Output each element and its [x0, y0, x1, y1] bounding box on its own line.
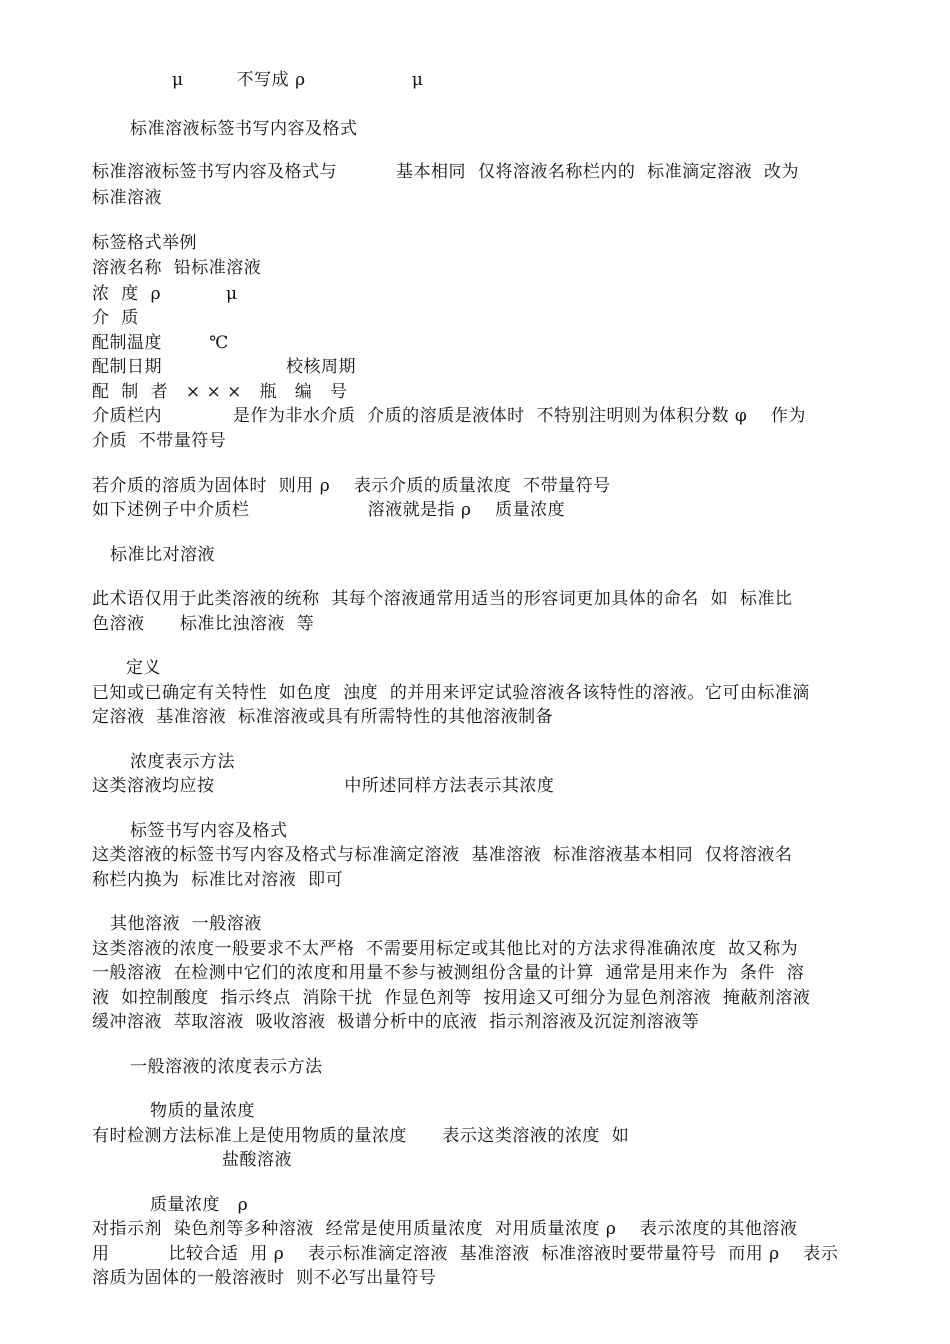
- text-line: 介质 不带量符号: [92, 431, 227, 451]
- text-line: 若介质的溶质为固体时 则用 ρ 表示介质的质量浓度 不带量符号: [92, 476, 611, 496]
- text-line: 已知或已确定有关特性 如色度 浊度 的并用来评定试验溶液各该特性的溶液。它可由标准滴: [92, 683, 810, 703]
- text-line: 有时检测方法标准上是使用物质的量浓度 表示这类溶液的浓度 如: [92, 1126, 630, 1146]
- label-line: 浓 度 ρ μ: [92, 284, 238, 304]
- label-line: 溶液名称 铅标准溶液: [92, 258, 262, 278]
- label-line: 配 制 者 × × × 瓶 编 号: [92, 382, 348, 402]
- subsection-heading: 一般溶液的浓度表示方法: [130, 1057, 323, 1077]
- text-line: 色溶液 标准比浊溶液 等: [92, 614, 315, 634]
- section-heading: 标准比对溶液: [110, 545, 215, 565]
- text-line: 一般溶液 在检测中它们的浓度和用量不参与被测组份含量的计算 通常是用来作为 条件 溶: [92, 963, 805, 983]
- text-line: 缓冲溶液 萃取溶液 吸收溶液 极谱分析中的底液 指示剂溶液及沉淀剂溶液等: [92, 1012, 700, 1032]
- text-line: 盐酸溶液: [222, 1150, 292, 1170]
- text-line: 这类溶液的浓度一般要求不太严格 不需要用标定或其他比对的方法求得准确浓度 故又称为: [92, 939, 799, 959]
- text-line: 标签格式举例: [92, 233, 197, 253]
- text-line: 溶质为固体的一般溶液时 则不必写出量符号: [92, 1268, 437, 1288]
- text-line: 定溶液 基准溶液 标准溶液或具有所需特性的其他溶液制备: [92, 707, 554, 727]
- section-heading: 标准溶液标签书写内容及格式: [130, 119, 358, 139]
- text-line: 如下述例子中介质栏 溶液就是指 ρ 质量浓度: [92, 500, 566, 520]
- text-line: 液 如控制酸度 指示终点 消除干扰 作显色剂等 按用途又可细分为显色剂溶液 掩蔽剂溶液: [92, 988, 811, 1008]
- subsection-heading: 浓度表示方法: [130, 752, 235, 772]
- subsection-heading: 物质的量浓度: [150, 1101, 255, 1121]
- text-line: 标准溶液: [92, 188, 162, 208]
- text-line: 对指示剂 染色剂等多种溶液 经常是使用质量浓度 对用质量浓度 ρ 表示浓度的其他溶液: [92, 1219, 798, 1239]
- subsection-heading: 质量浓度 ρ: [150, 1195, 249, 1215]
- text-line: 用 比较合适 用 ρ 表示标准滴定溶液 基准溶液 标准溶液时要带量符号 而用 ρ 表示: [92, 1244, 839, 1264]
- subsection-heading: 标签书写内容及格式: [130, 821, 288, 841]
- label-line: 配制温度 ℃: [92, 333, 229, 353]
- text-line: 这类溶液的标签书写内容及格式与标准滴定溶液 基准溶液 标准溶液基本相同 仅将溶液名: [92, 845, 793, 865]
- text-line: 这类溶液均应按 中所述同样方法表示其浓度: [92, 776, 555, 796]
- text-line: 标准溶液标签书写内容及格式与 基本相同 仅将溶液名称栏内的 标准滴定溶液 改为: [92, 162, 799, 182]
- label-line: 配制日期 校核周期: [92, 357, 356, 377]
- text-line: μ 不写成 ρ μ: [172, 70, 424, 90]
- subsection-heading: 定义: [126, 658, 161, 678]
- section-heading: 其他溶液 一般溶液: [110, 914, 262, 934]
- text-line: 此术语仅用于此类溶液的统称 其每个溶液通常用适当的形容词更加具体的命名 如 标准比: [92, 589, 793, 609]
- text-line: 称栏内换为 标准比对溶液 即可: [92, 870, 344, 890]
- label-line: 介 质: [92, 308, 139, 328]
- text-line: 介质栏内 是作为非水介质 介质的溶质是液体时 不特别注明则为体积分数 φ 作为: [92, 406, 806, 426]
